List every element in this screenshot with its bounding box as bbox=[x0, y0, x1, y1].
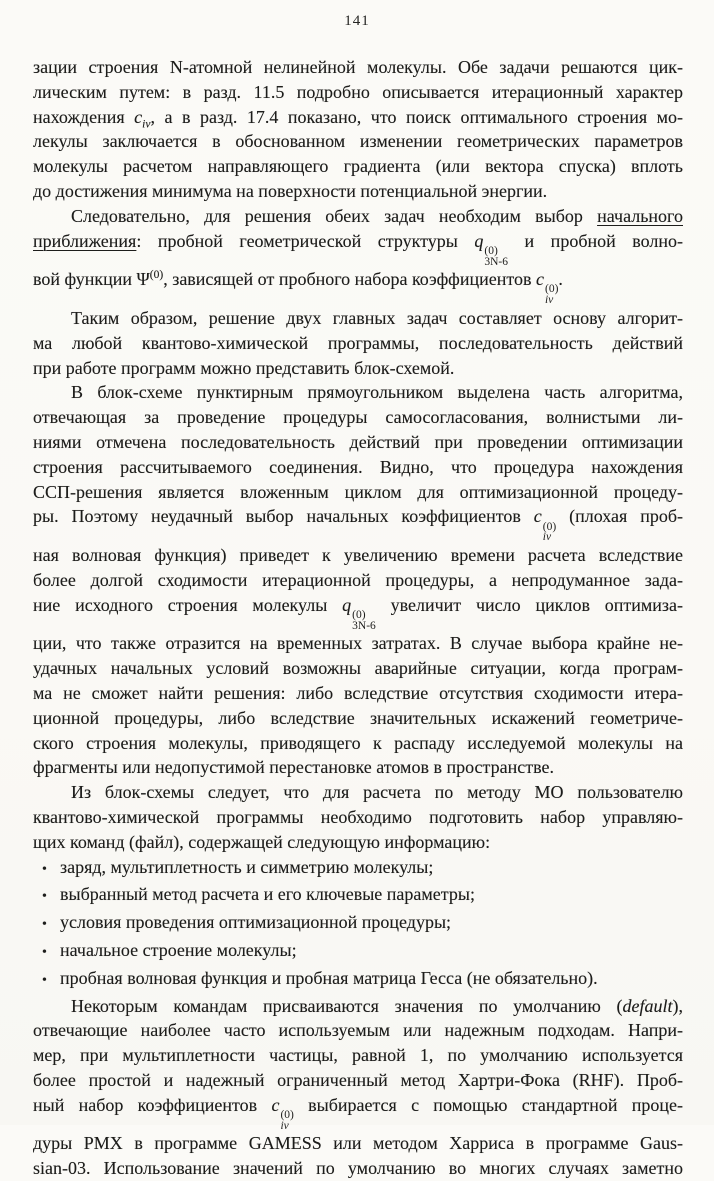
text-run: Таким образом, решение двух главных задач составляет основу алгорит- bbox=[71, 308, 683, 329]
text-run: выбирается с помощью стандартной проце- bbox=[293, 1094, 683, 1115]
text-run: начального bbox=[597, 205, 683, 226]
text-line bbox=[33, 179, 683, 204]
formula-scripts bbox=[352, 610, 376, 632]
text-line bbox=[33, 356, 683, 381]
text-line bbox=[33, 204, 683, 229]
bullet-icon: • bbox=[42, 917, 47, 933]
page-content bbox=[33, 55, 683, 1181]
formula-superscript: (0) bbox=[280, 1108, 294, 1121]
text-run: ского строения молекулы, приводящего к распаду исследуемой молекулы на bbox=[33, 732, 683, 753]
text-line bbox=[33, 755, 683, 780]
inline-formula bbox=[536, 267, 558, 306]
bullet-icon: • bbox=[42, 972, 47, 988]
bullet-list bbox=[33, 855, 683, 994]
text-line bbox=[33, 805, 683, 830]
text-run: молекулы расчетом направляющего градиента (или вектора спуска) вплоть bbox=[33, 156, 683, 177]
bullet-icon: • bbox=[42, 861, 47, 877]
formula-superscript: (0) bbox=[484, 244, 498, 257]
formula-subscript: iv bbox=[280, 1119, 289, 1132]
text-run: увеличит число циклов оптимиза- bbox=[375, 594, 683, 615]
paragraph bbox=[33, 55, 683, 204]
formula-base: c bbox=[533, 506, 542, 527]
text-line bbox=[33, 405, 683, 430]
text-run: более простой и надежный ограниченный метод Хартри-Фока (RHF). Проб- bbox=[33, 1069, 683, 1090]
text-run: ции, что также отразится на временных затратах. В случае выбора крайне не- bbox=[33, 633, 683, 654]
formula-superscript: (0) bbox=[149, 269, 164, 282]
text-run: Некоторым командам присваиваются значения по умолчанию ( bbox=[71, 995, 623, 1016]
text-line bbox=[33, 1068, 683, 1093]
formula-scripts bbox=[280, 1110, 293, 1132]
text-run: ма не сможет найти решения: либо вследствие отсутствия сходимости итера- bbox=[33, 683, 683, 704]
text-line bbox=[33, 543, 683, 568]
text-run: , а в разд. 17.4 показано, что поиск оптимального строения мо- bbox=[150, 106, 683, 127]
formula-scripts bbox=[543, 522, 556, 544]
text-run: вой функции bbox=[33, 269, 137, 290]
formula-base: q bbox=[474, 230, 484, 251]
text-run: default bbox=[622, 995, 673, 1016]
text-run: . bbox=[558, 269, 563, 290]
page-number: 141 bbox=[344, 13, 370, 29]
inline-formula bbox=[534, 504, 556, 543]
text-run: Следовательно, для решения обеих задач необходим выбор bbox=[71, 205, 598, 226]
list-item bbox=[33, 966, 683, 994]
text-run: нахождения bbox=[33, 106, 135, 127]
text-run: мер, при мультиплетности частицы, равной 1, по умолчанию используется bbox=[33, 1045, 683, 1066]
text-run: зации строения N-атомной нелинейной молекулы. Обе задачи решаются цик- bbox=[33, 57, 683, 77]
text-run: щих команд (файл), содержащей следующую информацию: bbox=[33, 831, 491, 852]
text-line bbox=[33, 706, 683, 731]
formula-superscript: (0) bbox=[352, 608, 366, 621]
text-line bbox=[33, 593, 683, 632]
text-run: лекулы заключается в обоснованном изменении геометрических параметров bbox=[33, 131, 683, 152]
text-run: ная волновая функция) приведет к увеличению времени расчета вследствие bbox=[33, 545, 683, 566]
text-run: строения рассчитываемого соединения. Видно, что процедура нахождения bbox=[33, 456, 683, 477]
formula-base: c bbox=[271, 1094, 280, 1115]
text-run: ние исходного строения молекулы bbox=[33, 594, 343, 615]
text-run: при работе программ можно представить блок-схемой. bbox=[33, 357, 455, 378]
inline-formula bbox=[342, 593, 376, 632]
formula-superscript: (0) bbox=[542, 520, 557, 533]
formula-base: Ψ bbox=[136, 269, 150, 290]
text-run: ), bbox=[672, 995, 683, 1016]
text-line bbox=[33, 1043, 683, 1068]
text-line bbox=[33, 681, 683, 706]
formula-superscript: (0) bbox=[544, 283, 559, 296]
text-line bbox=[33, 154, 683, 179]
list-item bbox=[33, 855, 683, 883]
paragraph bbox=[33, 780, 683, 854]
bullet-text: условия проведения оптимизационной процедуры; bbox=[60, 912, 452, 933]
inline-formula bbox=[137, 267, 164, 292]
text-line bbox=[33, 1018, 683, 1043]
bullet-text: выбранный метод расчета и его ключевые параметры; bbox=[60, 884, 475, 905]
text-line bbox=[33, 1156, 683, 1181]
bullet-icon: • bbox=[42, 944, 47, 960]
formula-scripts bbox=[545, 284, 558, 306]
text-line bbox=[33, 430, 683, 455]
bullet-icon: • bbox=[42, 889, 47, 905]
text-run: до достижения минимума на поверхности потенциальной энергии. bbox=[33, 180, 548, 201]
formula-scripts bbox=[484, 246, 508, 268]
bullet-text: начальное строение молекулы; bbox=[60, 939, 297, 960]
text-line bbox=[33, 480, 683, 505]
inline-formula bbox=[271, 1093, 293, 1132]
paragraph bbox=[33, 204, 683, 306]
text-line bbox=[33, 1131, 683, 1156]
bullet-text: пробная волновая функция и пробная матрица Гесса (не обязательно). bbox=[60, 967, 598, 988]
text-run: Из блок-схемы следует, что для расчета по методу МО пользователю bbox=[71, 782, 683, 803]
text-line bbox=[33, 731, 683, 756]
paragraph bbox=[33, 380, 683, 780]
text-line bbox=[33, 331, 683, 356]
formula-subscript: 3N-6 bbox=[352, 619, 376, 632]
text-line bbox=[33, 568, 683, 593]
text-line bbox=[33, 455, 683, 480]
text-run: ССП-решения является вложенным циклом для оптимизационной процеду- bbox=[33, 481, 683, 502]
text-line bbox=[33, 656, 683, 681]
text-run: отвечающая за проведение процедуры самосогласования, волнистыми ли- bbox=[33, 407, 683, 428]
formula-base: q bbox=[342, 594, 352, 615]
text-line bbox=[33, 380, 683, 405]
formula-subscript: 3N-6 bbox=[484, 255, 509, 268]
formula-subscript: iv bbox=[542, 531, 552, 544]
inline-formula bbox=[474, 229, 508, 268]
bullet-text: заряд, мультиплетность и симметрию молекулы; bbox=[60, 856, 434, 877]
text-line bbox=[33, 994, 683, 1019]
text-run: : пробной геометрической структуры bbox=[136, 230, 475, 251]
text-run: ный набор коэффициентов bbox=[33, 1094, 272, 1115]
text-line bbox=[33, 1093, 683, 1132]
formula-subscript: iv bbox=[544, 294, 554, 307]
text-run: приближения bbox=[33, 230, 137, 251]
formula-base: c bbox=[134, 106, 143, 127]
text-run: (плохая проб- bbox=[556, 506, 683, 527]
text-run: ры. Поэтому неудачный выбор начальных коэффициентов bbox=[33, 506, 534, 527]
paragraph bbox=[33, 994, 683, 1181]
text-line bbox=[33, 105, 683, 130]
list-item bbox=[33, 910, 683, 938]
text-line bbox=[33, 229, 683, 268]
text-run: sian-03. Использование значений по умолчанию во многих случаях заметно bbox=[33, 1158, 683, 1179]
list-item bbox=[33, 882, 683, 910]
text-run: фрагменты или недопустимой перестановке атомов в пространстве. bbox=[33, 757, 554, 778]
text-line bbox=[33, 504, 683, 543]
text-run: квантово-химической программы необходимо подготовить набор управляю- bbox=[33, 807, 683, 827]
text-run: ниями отмечена последовательность действий при проведении оптимизации bbox=[33, 432, 683, 452]
text-line bbox=[33, 55, 683, 80]
text-line bbox=[33, 306, 683, 331]
text-run: В блок-схеме пунктирным прямоугольником выделена часть алгоритма, bbox=[71, 382, 683, 403]
text-line bbox=[33, 780, 683, 805]
text-line bbox=[33, 830, 683, 855]
text-run: и пробной волно- bbox=[508, 230, 683, 251]
text-run: дуры РМХ в программе GAMESS или методом Харриса в программе Gaus- bbox=[33, 1133, 683, 1154]
inline-formula bbox=[134, 105, 150, 130]
text-run: удачных начальных условий возможны аварийные ситуации, когда програм- bbox=[33, 658, 683, 679]
text-run: лическим путем: в разд. 11.5 подробно описывается итерационный характер bbox=[33, 81, 683, 102]
text-run: , зависящей от пробного набора коэффициентов bbox=[163, 269, 536, 290]
text-run: ма любой квантово-химической программы, последовательность действий bbox=[33, 332, 683, 353]
formula-base: c bbox=[535, 269, 544, 290]
list-item bbox=[33, 938, 683, 966]
text-line bbox=[33, 129, 683, 154]
text-line bbox=[33, 267, 683, 306]
text-run: более долгой сходимости итерационной процедуры, а непродуманное зада- bbox=[33, 569, 683, 590]
formula-subscript: iv bbox=[142, 118, 151, 130]
text-run: отвечающие наиболее часто используемым или надежным подходам. Напри- bbox=[33, 1020, 683, 1041]
scanned-page bbox=[0, 13, 714, 1179]
text-run: ционной процедуры, либо вследствие значительных искажений геометриче- bbox=[33, 707, 683, 728]
text-line bbox=[33, 631, 683, 656]
paragraph bbox=[33, 306, 683, 380]
text-line bbox=[33, 80, 683, 105]
